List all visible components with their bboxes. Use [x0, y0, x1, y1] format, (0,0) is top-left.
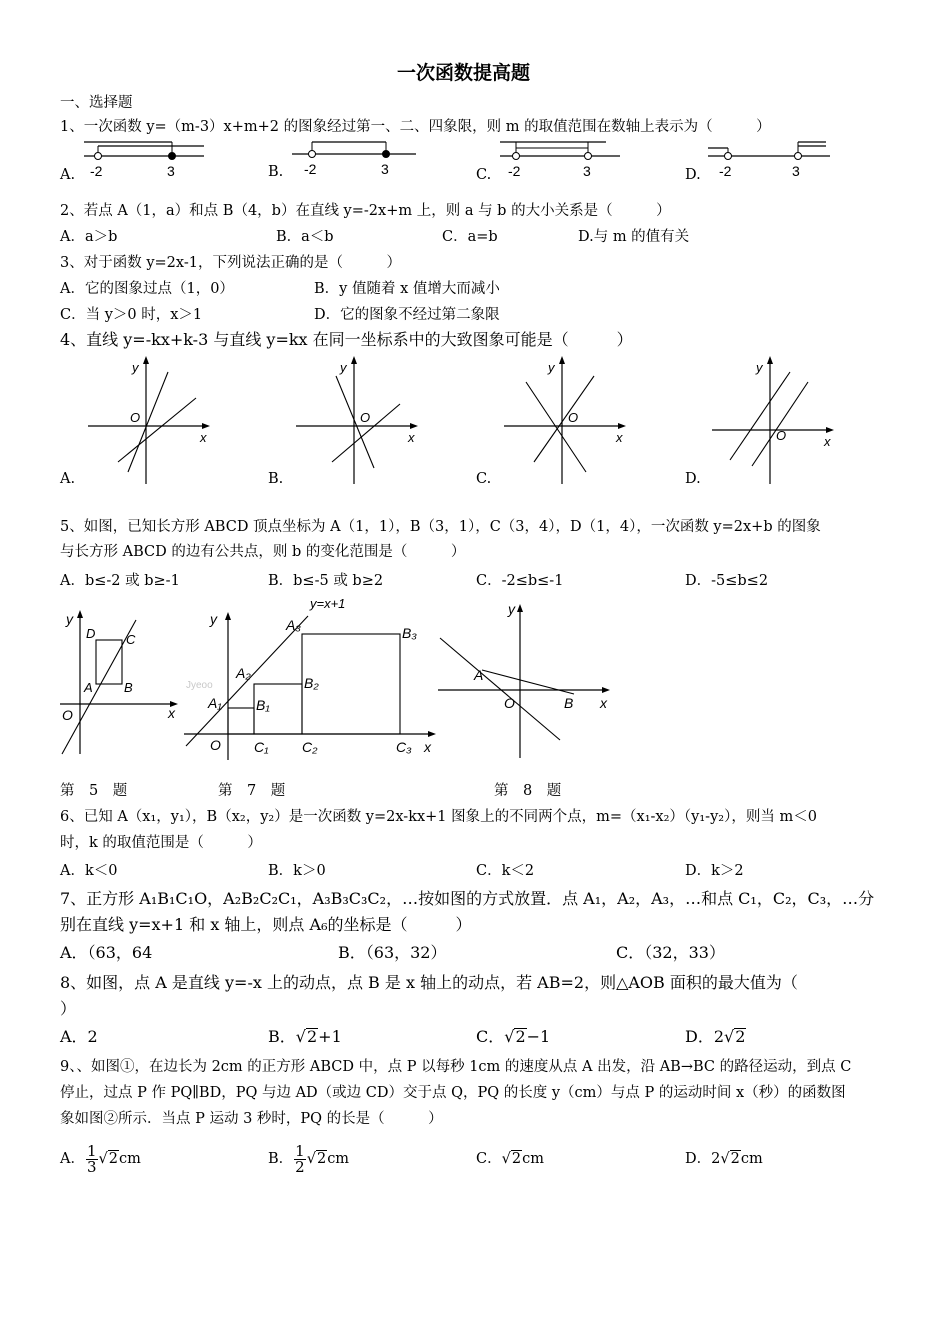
axis-label: x — [408, 430, 415, 445]
q9-option-c[interactable]: C．√2cm — [476, 1151, 544, 1167]
caption-q7: 第 7 题 — [218, 783, 286, 799]
point-label: A — [84, 680, 93, 695]
q8-text-line2: ） — [60, 999, 77, 1018]
q4-graph-a — [88, 352, 218, 487]
q3-option-a[interactable]: A．它的图象过点（1，0） — [60, 281, 234, 297]
number-line-b — [292, 138, 422, 178]
figure-q7 — [180, 596, 450, 766]
q1-option-a[interactable]: A. — [60, 167, 76, 183]
radicand: 2 — [316, 1151, 327, 1167]
q3-option-b[interactable]: B．y 值随着 x 值增大而减小 — [314, 281, 500, 297]
number-line-d — [708, 140, 838, 180]
q2-text: 2、若点 A（1，a）和点 B（4，b）在直线 y=-2x+m 上，则 a 与 b 的大小关系是（ ） — [60, 203, 671, 219]
radicand: 2 — [306, 1027, 318, 1046]
q9-option-d[interactable]: D．2√2cm — [685, 1151, 763, 1167]
axis-label: y — [508, 601, 515, 617]
q6-option-d[interactable]: D．k＞2 — [685, 863, 744, 879]
tick-label: 3 — [792, 163, 800, 179]
q5-text-line2: 与长方形 ABCD 的边有公共点，则 b 的变化范围是（ ） — [60, 544, 466, 560]
point-label: A — [474, 667, 484, 683]
tick-label: -2 — [90, 163, 103, 179]
point-label: B — [124, 680, 133, 695]
axis-label: O — [360, 410, 371, 425]
q8-option-b[interactable]: B．√2+1 — [268, 1027, 342, 1046]
q6-text-line2: 时，k 的取值范围是（ ） — [60, 835, 262, 851]
q9-text-line2: 停止，过点 P 作 PQ∥BD，PQ 与边 AD（或边 CD）交于点 Q，PQ 的长度 y（cm）与点 P 的运动时间 x（秒）的函数图 — [60, 1085, 846, 1101]
point-label: A₁ — [208, 695, 222, 711]
tick-label: -2 — [719, 163, 732, 179]
radicand: 2 — [735, 1027, 746, 1046]
q7-option-b[interactable]: B．（63，32） — [338, 943, 447, 962]
q2-option-b[interactable]: B．a＜b — [276, 229, 334, 245]
axis-label: y — [66, 611, 73, 627]
point-label: C — [126, 632, 136, 647]
q6-option-c[interactable]: C．k＜2 — [476, 863, 535, 879]
q1-text: 1、一次函数 y=（m-3）x+m+2 的图象经过第一、二、四象限，则 m 的取值范围在数轴上表示为（ ） — [60, 119, 771, 135]
q7-option-a[interactable]: A．（63，64 — [60, 943, 153, 962]
q1-option-b[interactable]: B. — [268, 164, 284, 180]
axis-label: y — [756, 360, 763, 375]
q5-text-line1: 5、如图，已知长方形 ABCD 顶点坐标为 A（1，1），B（3，1），C（3，4），D（1，4），一次函数 y=2x+b 的图象 — [60, 519, 821, 535]
axis-label: y — [340, 360, 347, 375]
q9-option-b[interactable]: B． $\frac{1}{2}$ √2cm — [268, 1141, 350, 1176]
q2-option-c[interactable]: C．a=b — [442, 229, 498, 245]
q4-option-a[interactable]: A. — [60, 471, 76, 487]
q1-option-c[interactable]: C. — [476, 167, 492, 183]
line-label: y=x+1 — [310, 596, 346, 611]
q2-option-a[interactable]: A．a＞b — [60, 229, 118, 245]
axis-label: y — [548, 360, 555, 375]
axis-label: x — [168, 705, 175, 721]
axis-label: O — [776, 428, 787, 443]
q4-graph-b — [296, 352, 426, 487]
q4-graph-c — [504, 352, 634, 487]
axis-label: x — [424, 739, 431, 755]
q3-text: 3、对于函数 y=2x-1，下列说法正确的是（ ） — [60, 255, 401, 271]
q3-option-c[interactable]: C．当 y＞0 时，x＞1 — [60, 307, 203, 323]
q5-option-a[interactable]: A．b≤-2 或 b≥-1 — [60, 573, 180, 589]
q5-option-b[interactable]: B．b≤-5 或 b≥2 — [268, 573, 384, 589]
q7-text-line1: 7、正方形 A₁B₁C₁O，A₂B₂C₂C₁，A₃B₃C₃C₂，…按如图的方式放置．点 A₁，A₂，A₃，…和点 C₁，C₂，C₃，…分 — [60, 889, 875, 908]
q6-option-a[interactable]: A．k＜0 — [60, 863, 118, 879]
q4-option-b[interactable]: B. — [268, 471, 284, 487]
q6-text-line1: 6、已知 A（x₁，y₁），B（x₂，y₂）是一次函数 y=2x-kx+1 图象上的不同两个点，m=（x₁-x₂）（y₁-y₂），则当 m＜0 — [60, 809, 817, 825]
q7-text-line2: 别在直线 y=x+1 和 x 轴上，则点 A₆的坐标是（ ） — [60, 915, 472, 934]
q9-text-line1: 9、、如图①，在边长为 2cm 的正方形 ABCD 中，点 P 以每秒 1cm 的速度从点 A 出发，沿 AB→BC 的路径运动，到点 C — [60, 1059, 852, 1075]
axis-label: x — [600, 695, 607, 711]
point-label: C₃ — [396, 739, 412, 755]
number-line-a — [84, 140, 214, 180]
axis-label: y — [210, 611, 217, 627]
tick-label: -2 — [508, 163, 521, 179]
point-label: A₂ — [236, 665, 251, 681]
radicand: 2 — [511, 1151, 522, 1167]
figure-q5 — [56, 604, 186, 764]
q5-option-c[interactable]: C．-2≤b≤-1 — [476, 573, 564, 589]
tick-label: 3 — [583, 163, 591, 179]
q4-option-d[interactable]: D. — [685, 471, 701, 487]
axis-label: y — [132, 360, 139, 375]
figure-q8 — [436, 598, 626, 763]
watermark: Jyeoo — [186, 680, 213, 691]
point-label: D — [86, 626, 96, 641]
q8-text-line1: 8、如图，点 A 是直线 y=-x 上的动点，点 B 是 x 轴上的动点，若 AB=2，则△AOB 面积的最大值为（ — [60, 973, 798, 992]
point-label: A₃ — [286, 617, 301, 633]
q4-text: 4、直线 y=-kx+k-3 与直线 y=kx 在同一坐标系中的大致图象可能是（ ） — [60, 330, 633, 349]
q2-option-d[interactable]: D.与 m 的值有关 — [578, 229, 690, 245]
q4-graph-d — [712, 352, 842, 487]
q4-option-c[interactable]: C. — [476, 471, 492, 487]
page-title: 一次函数提高题 — [397, 62, 531, 84]
q3-option-d[interactable]: D．它的图象不经过第二象限 — [314, 307, 500, 323]
axis-label: O — [210, 737, 221, 753]
q7-option-c[interactable]: C．（32，33） — [616, 943, 725, 962]
axis-label: O — [62, 707, 73, 723]
radicand: 2 — [108, 1151, 119, 1167]
point-label: C₂ — [302, 739, 318, 755]
q6-option-b[interactable]: B．k＞0 — [268, 863, 326, 879]
q9-option-stem: 象如图②所示．当点 P 运动 3 秒时，PQ 的长是（ ） — [60, 1111, 443, 1127]
fraction: $\frac{1}{3}$ — [86, 1141, 97, 1176]
axis-label: x — [200, 430, 207, 445]
point-label: B₂ — [304, 675, 319, 691]
q8-option-a[interactable]: A．2 — [60, 1027, 98, 1046]
point-label: B₃ — [402, 625, 417, 641]
tick-label: -2 — [304, 161, 317, 177]
q5-option-d[interactable]: D．-5≤b≤2 — [685, 573, 769, 589]
q9-option-a[interactable]: A． $\frac{1}{3}$ √2cm — [60, 1141, 141, 1176]
axis-label: O — [504, 695, 515, 711]
fraction: $\frac{1}{2}$ — [295, 1141, 305, 1176]
q8-option-c[interactable]: C．√2−1 — [476, 1027, 551, 1046]
caption-q5: 第 5 题 — [60, 783, 128, 799]
q1-option-d[interactable]: D. — [685, 167, 701, 183]
radicand: 2 — [730, 1151, 740, 1167]
number-line-c — [500, 140, 630, 180]
tick-label: 3 — [167, 163, 175, 179]
q8-option-d[interactable]: D．2√2 — [685, 1027, 746, 1046]
tick-label: 3 — [381, 161, 389, 177]
point-label: B₁ — [256, 697, 270, 713]
axis-label: O — [568, 410, 579, 425]
point-label: C₁ — [254, 739, 269, 755]
point-label: B — [564, 695, 574, 711]
radicand: 2 — [515, 1027, 526, 1046]
axis-label: x — [616, 430, 623, 445]
axis-label: O — [130, 410, 141, 425]
axis-label: x — [824, 434, 831, 449]
caption-q8: 第 8 题 — [494, 783, 562, 799]
section-heading: 一、选择题 — [60, 95, 133, 111]
